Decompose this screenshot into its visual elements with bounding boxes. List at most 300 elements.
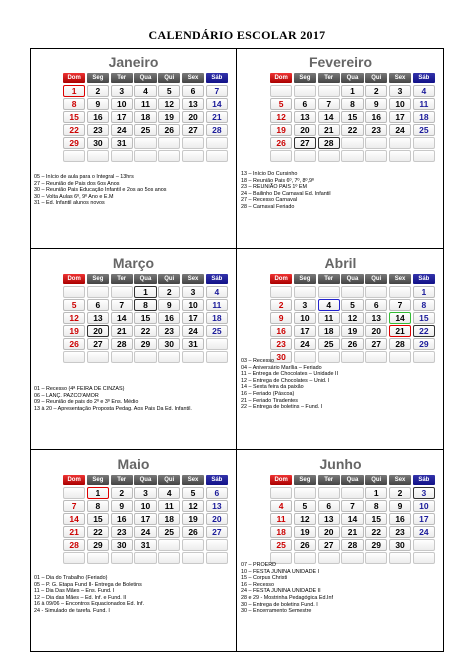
month-calendar [63,274,228,363]
month-calendar [270,274,435,363]
empty-day-cell [111,150,133,162]
empty-day-cell [341,137,363,149]
day-cell: 3 [134,487,156,499]
event-item: 30 – Reunião Pais Educação Infantil e 2os ao 5os anos [34,187,167,194]
day-cell: 1 [341,85,363,97]
week-row [63,137,228,149]
day-cell: 22 [365,526,387,538]
day-cell: 2 [111,487,133,499]
empty-day-cell [158,552,180,564]
week-row [63,299,228,311]
event-item: 22 – Entrega de boletins – Fund. I [241,404,323,411]
empty-day-cell [389,286,411,298]
weekday-label: Dom [63,274,85,284]
weekday-label: Sáb [413,475,435,485]
empty-day-cell [413,137,435,149]
day-cell: 12 [182,500,204,512]
weekday-label: Sex [389,274,411,284]
empty-day-cell [318,286,340,298]
event-item: 28 – Carnaval Feriado [241,203,295,210]
day-cell: 25 [158,526,180,538]
day-cell: 18 [158,513,180,525]
weekday-header [63,274,228,284]
event-list [34,386,234,412]
event-item: 12 – Entrega de Chocolates – Unid. I [241,377,330,384]
day-cell: 8 [365,500,387,512]
empty-day-cell [158,150,180,162]
empty-day-cell [389,150,411,162]
event-item: 06 – LANÇ. PAZCO'AMOR [34,392,99,399]
event-item: 13 à 20 – Apresentação Proposta Pedag. Aos Pais Da Ed. Infantil. [34,405,192,412]
day-cell: 13 [206,500,228,512]
day-cell: 18 [318,325,340,337]
day-cell: 1 [63,85,85,97]
day-cell: 6 [318,500,340,512]
day-cell: 3 [294,299,316,311]
day-cell: 14 [206,98,228,110]
day-cell: 17 [182,312,204,324]
weekday-label: Qua [134,73,156,83]
day-cell: 24 [182,325,204,337]
event-item: 01 – Recesso (4ª FEIRA DE CINZAS) [34,386,125,392]
day-cell: 25 [206,325,228,337]
day-cell: 9 [111,500,133,512]
event-item: 05 – Início de aula para o Integral – 13hrs [34,174,134,180]
day-cell: 22 [87,526,109,538]
day-cell: 20 [87,325,109,337]
day-cell: 25 [134,124,156,136]
weekday-label: Seg [294,274,316,284]
day-cell: 7 [63,500,85,512]
day-cell: 11 [413,98,435,110]
weekday-label: Sáb [206,274,228,284]
event-item: 21 – Feriado Tiradentes [241,397,298,404]
empty-day-cell [365,150,387,162]
day-cell: 28 [111,338,133,350]
day-cell: 7 [206,85,228,97]
day-cell: 6 [294,98,316,110]
day-cell: 11 [206,299,228,311]
day-cell: 7 [111,299,133,311]
weekday-header [270,73,435,83]
empty-day-cell [182,552,204,564]
day-cell: 2 [270,299,292,311]
event-item: 27 – Reunião de Pais dos 6os Anos [34,180,120,187]
empty-day-cell [389,137,411,149]
day-cell: 16 [389,513,411,525]
day-cell: 9 [389,500,411,512]
weekday-label: Sex [182,475,204,485]
month-title: Maio [117,456,150,472]
empty-day-cell [134,150,156,162]
day-cell: 13 [182,98,204,110]
empty-day-cell [158,539,180,551]
day-cell: 17 [134,513,156,525]
day-cell: 19 [294,526,316,538]
empty-day-cell [182,351,204,363]
day-cell: 11 [134,98,156,110]
day-cell: 7 [318,98,340,110]
day-cell: 10 [134,500,156,512]
weekday-label: Sáb [206,475,228,485]
event-item: 23 – REUNIÃO PAIS 1º EM [241,184,307,191]
day-cell: 31 [111,137,133,149]
empty-day-cell [318,150,340,162]
day-cell: 5 [182,487,204,499]
empty-day-cell [63,286,85,298]
week-row [63,500,228,512]
week-row [270,299,435,311]
empty-day-cell [111,286,133,298]
empty-day-cell [134,351,156,363]
week-row [63,338,228,350]
day-cell: 8 [341,98,363,110]
day-cell: 19 [270,124,292,136]
empty-day-cell [294,150,316,162]
day-cell: 9 [270,312,292,324]
day-cell: 11 [158,500,180,512]
day-cell: 21 [318,124,340,136]
day-cell: 10 [389,98,411,110]
empty-day-cell [413,150,435,162]
event-item: 30 – Entrega de boletins Fund. I [241,601,318,608]
day-cell: 27 [87,338,109,350]
month-calendar [270,73,435,162]
weekday-label: Dom [270,475,292,485]
day-cell: 7 [341,500,363,512]
day-cell: 13 [294,111,316,123]
event-item: 14 – Sexta feira da paixão [241,384,304,391]
weekday-label: Ter [111,475,133,485]
day-cell: 29 [134,338,156,350]
day-cell: 30 [389,539,411,551]
month-panel-fevereiro [237,48,444,249]
month-panel-maio [30,450,237,651]
event-item: 10 – FESTA JUNINA UNIDADE I [241,568,320,575]
day-cell: 4 [134,85,156,97]
day-cell: 29 [63,137,85,149]
empty-day-cell [63,487,85,499]
weekday-label: Qui [158,274,180,284]
empty-day-cell [341,150,363,162]
month-title: Fevereiro [308,54,373,70]
weekday-label: Seg [87,475,109,485]
weekday-label: Qui [365,274,387,284]
day-cell: 17 [389,111,411,123]
day-cell: 19 [158,111,180,123]
month-title: Janeiro [108,54,159,70]
empty-day-cell [294,85,316,97]
day-cell: 20 [182,111,204,123]
month-panel-junho [237,450,444,651]
day-cell: 10 [413,500,435,512]
day-cell: 29 [413,338,435,350]
day-cell: 17 [294,325,316,337]
weekday-label: Seg [294,73,316,83]
empty-day-cell [87,552,109,564]
empty-day-cell [206,539,228,551]
week-row [63,552,228,564]
week-row [270,85,435,97]
day-cell: 14 [389,312,411,324]
day-cell: 2 [158,286,180,298]
week-row [270,137,435,149]
week-row [63,98,228,110]
event-list [241,358,441,411]
day-cell: 24 [413,526,435,538]
empty-day-cell [206,351,228,363]
weekday-header [270,475,435,485]
week-row [270,513,435,525]
day-cell: 23 [158,325,180,337]
day-cell: 28 [389,338,411,350]
day-cell: 23 [111,526,133,538]
event-item: 16 – Recesso [241,581,274,588]
event-item: 11 – Entrega de Chocolates – Unidade II [241,371,338,378]
day-cell: 5 [294,500,316,512]
week-row [270,526,435,538]
empty-day-cell [270,150,292,162]
day-cell: 16 [158,312,180,324]
week-row [270,539,435,551]
day-cell: 20 [318,526,340,538]
day-cell: 1 [365,487,387,499]
day-cell: 10 [111,98,133,110]
day-cell: 6 [206,487,228,499]
day-cell: 6 [365,299,387,311]
weekday-label: Qui [365,475,387,485]
day-cell: 21 [63,526,85,538]
day-cell: 11 [318,312,340,324]
day-cell: 23 [389,526,411,538]
event-list [34,575,234,615]
day-cell: 15 [134,312,156,324]
day-cell: 19 [182,513,204,525]
day-cell: 8 [63,98,85,110]
day-cell: 6 [182,85,204,97]
day-cell: 1 [413,286,435,298]
day-cell: 30 [158,338,180,350]
weekday-label: Qua [341,475,363,485]
month-title: Junho [319,456,362,472]
day-cell: 5 [63,299,85,311]
week-row [63,150,228,162]
day-cell: 20 [206,513,228,525]
month-calendar [270,475,435,564]
day-cell: 18 [413,111,435,123]
day-cell: 16 [111,513,133,525]
empty-day-cell [341,487,363,499]
day-cell: 5 [270,98,292,110]
week-row [63,513,228,525]
day-cell: 30 [87,137,109,149]
day-cell: 11 [270,513,292,525]
empty-day-cell [206,338,228,350]
day-cell: 12 [270,111,292,123]
day-cell: 28 [206,124,228,136]
day-cell: 29 [87,539,109,551]
empty-day-cell [63,150,85,162]
month-title: Abril [324,255,357,271]
empty-day-cell [182,150,204,162]
weekday-label: Qua [341,274,363,284]
day-cell: 21 [389,325,411,337]
weekday-label: Sex [182,274,204,284]
weekday-label: Sex [389,73,411,83]
day-cell: 26 [182,526,204,538]
empty-day-cell [318,487,340,499]
weekday-header [270,274,435,284]
month-title: Março [112,255,155,271]
weekday-label: Ter [318,475,340,485]
day-cell: 27 [365,338,387,350]
event-item: 24 – FESTA JUNINA UNIDADE II [241,588,321,595]
week-row [270,150,435,162]
weekday-label: Dom [63,73,85,83]
empty-day-cell [341,286,363,298]
day-cell: 27 [318,539,340,551]
day-cell: 8 [87,500,109,512]
empty-day-cell [182,137,204,149]
day-cell: 13 [318,513,340,525]
day-cell: 4 [413,85,435,97]
day-cell: 10 [182,299,204,311]
event-item: 05 – P. G. Etapa Fund II- Entrega de Boletins [34,581,142,588]
week-row [270,338,435,350]
week-row [270,111,435,123]
day-cell: 4 [206,286,228,298]
day-cell: 13 [87,312,109,324]
weekday-label: Sáb [413,274,435,284]
day-cell: 1 [134,286,156,298]
weekday-label: Dom [270,274,292,284]
empty-day-cell [413,539,435,551]
empty-day-cell [365,286,387,298]
empty-day-cell [63,351,85,363]
weekday-label: Seg [294,475,316,485]
event-item: 07 – PROERD [241,562,277,568]
empty-day-cell [270,286,292,298]
event-item: 16 – Feriado (Páscoa) [241,390,295,397]
event-list [241,171,441,211]
day-cell: 9 [158,299,180,311]
week-row [63,312,228,324]
weekday-label: Ter [318,274,340,284]
day-cell: 26 [158,124,180,136]
week-row [270,124,435,136]
event-item: 15 – Corpus Christi [241,575,288,582]
day-cell: 14 [318,111,340,123]
weekday-label: Sáb [206,73,228,83]
day-cell: 25 [270,539,292,551]
day-cell: 3 [182,286,204,298]
day-cell: 4 [270,500,292,512]
week-row [63,286,228,298]
weekday-label: Ter [111,73,133,83]
day-cell: 21 [341,526,363,538]
event-item: 01 – Dia do Trabalho (Feriado) [34,575,108,581]
weekday-label: Seg [87,73,109,83]
day-cell: 23 [270,338,292,350]
month-panel-abril [237,249,444,450]
weekday-label: Qua [341,73,363,83]
week-row [270,325,435,337]
day-cell: 15 [365,513,387,525]
empty-day-cell [206,552,228,564]
week-row [270,500,435,512]
day-cell: 3 [389,85,411,97]
day-cell: 28 [318,137,340,149]
weekday-label: Dom [63,475,85,485]
day-cell: 1 [87,487,109,499]
month-panel-janeiro [30,48,237,249]
day-cell: 15 [341,111,363,123]
day-cell: 22 [413,325,435,337]
day-cell: 17 [111,111,133,123]
day-cell: 31 [134,539,156,551]
day-cell: 16 [365,111,387,123]
weekday-label: Seg [87,274,109,284]
day-cell: 21 [206,111,228,123]
event-item: 28 e 29 - Mostrinha Pedagógica Ed.Inf [241,594,333,601]
month-calendar [63,73,228,162]
day-cell: 12 [294,513,316,525]
day-cell: 12 [63,312,85,324]
day-cell: 14 [341,513,363,525]
day-cell: 14 [111,312,133,324]
day-cell: 24 [111,124,133,136]
day-cell: 18 [206,312,228,324]
day-cell: 27 [182,124,204,136]
day-cell: 26 [270,137,292,149]
weekday-label: Sex [182,73,204,83]
event-item: 30 – Encerramento Semestre [241,608,312,615]
week-row [63,111,228,123]
empty-day-cell [134,552,156,564]
day-cell: 12 [341,312,363,324]
event-item: 18 – Reunião Pais 6º, 7º, 8º,9º [241,177,314,184]
day-cell: 15 [87,513,109,525]
day-cell: 30 [270,351,292,363]
day-cell: 4 [318,299,340,311]
day-cell: 15 [413,312,435,324]
day-cell: 23 [87,124,109,136]
weekday-label: Dom [270,73,292,83]
day-cell: 19 [341,325,363,337]
event-item: 04 – Aniversário Marília – Feriado [241,364,322,371]
day-cell: 28 [341,539,363,551]
weekday-header [63,73,228,83]
week-row [270,98,435,110]
empty-day-cell [206,150,228,162]
week-row [63,351,228,363]
empty-day-cell [270,85,292,97]
empty-day-cell [111,351,133,363]
weekday-label: Qua [134,475,156,485]
week-row [63,85,228,97]
day-cell: 18 [134,111,156,123]
event-item: 30 – Volta Aulas 6º, 9º Ano e E.M [34,193,114,200]
event-item: 31 – Ed. Infantil alunos novos [34,200,105,207]
weekday-label: Sáb [413,73,435,83]
day-cell: 25 [318,338,340,350]
event-list [34,174,234,207]
weekday-label: Qui [158,73,180,83]
document-title: CALENDÁRIO ESCOLAR 2017 [148,28,326,42]
day-cell: 4 [158,487,180,499]
day-cell: 24 [389,124,411,136]
week-row [270,312,435,324]
